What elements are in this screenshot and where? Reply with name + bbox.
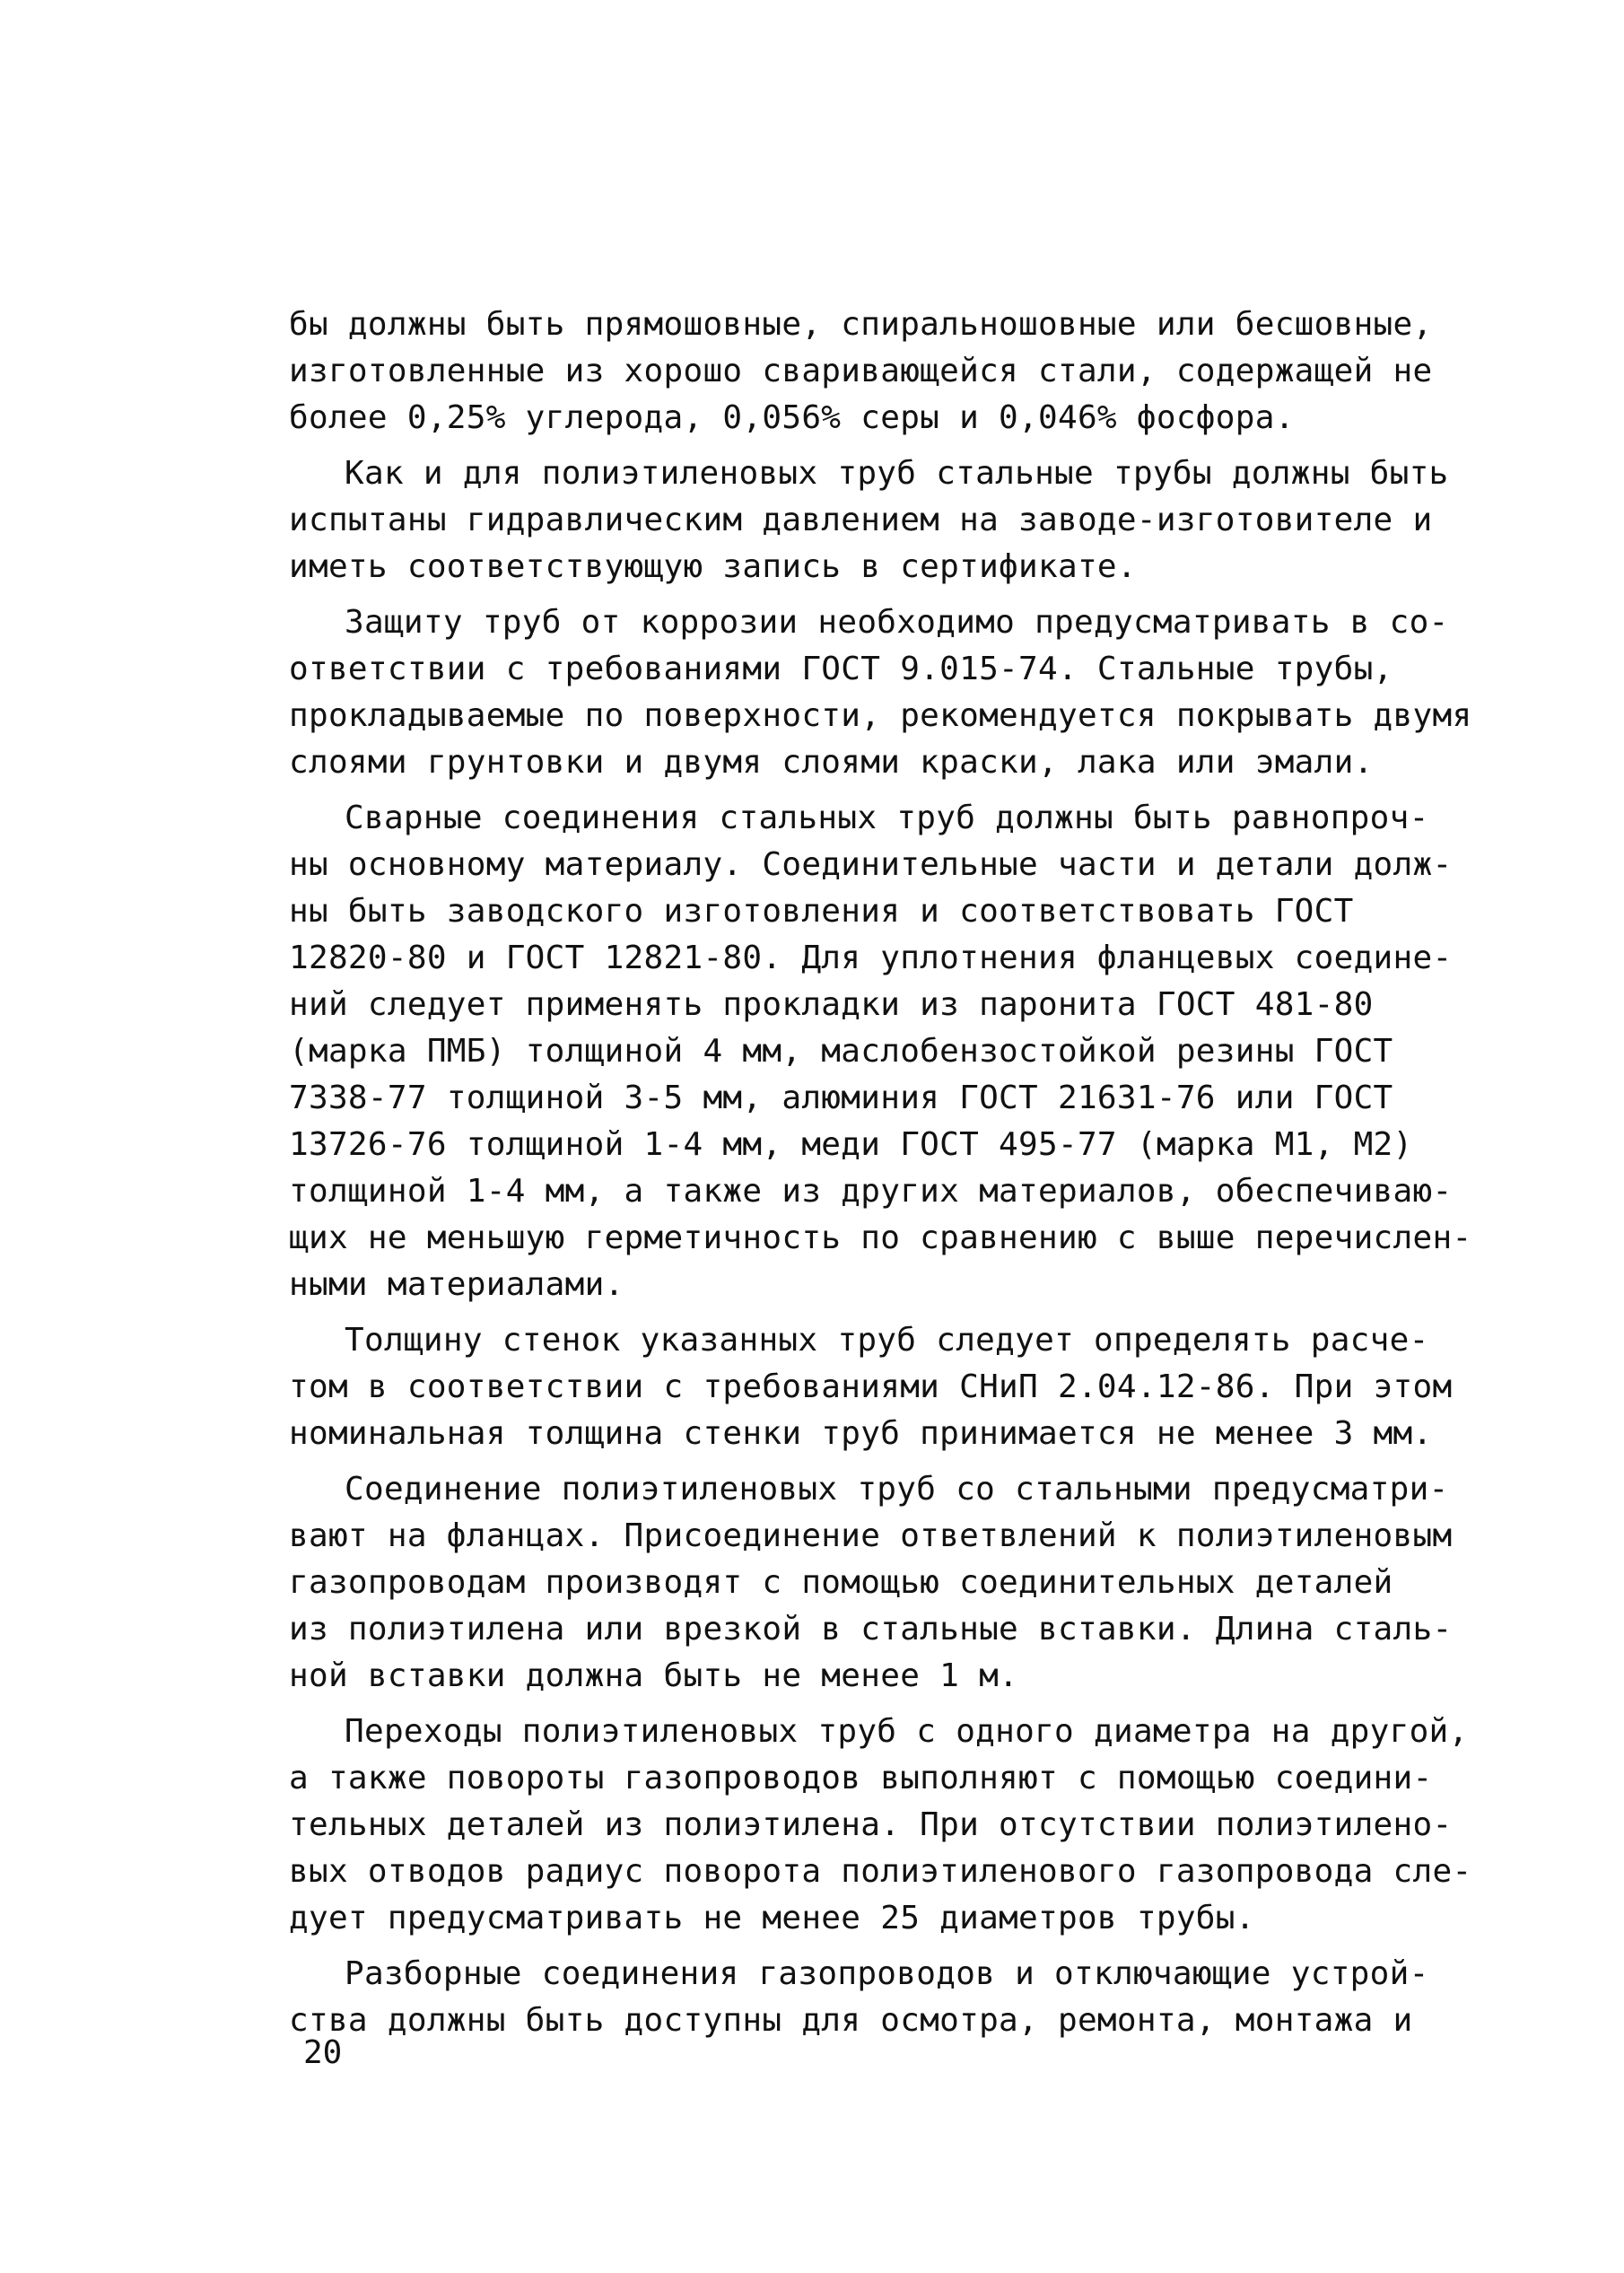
text-line: ний следует применять прокладки из паронита ГОСТ 481-80 (289, 986, 1374, 1023)
text-line: более 0,25% углерода, 0,056% серы и 0,046% фосфора. (289, 399, 1295, 436)
text-line: ства должны быть доступны для осмотра, ремонта, монтажа и (289, 2002, 1413, 2039)
text-line: Разборные соединения газопроводов и отключающие устрой- (345, 1955, 1429, 1992)
text-line: дует предусматривать не менее 25 диаметров трубы. (289, 1900, 1255, 1936)
text-line: ны основному материалу. Соединительные части и детали долж- (289, 846, 1453, 883)
text-line: бы должны быть прямошовные, спиральношовные или бесшовные, (289, 306, 1433, 343)
page-number: 20 (303, 2034, 343, 2071)
text-line: Как и для полиэтиленовых труб стальные трубы должны быть (345, 455, 1449, 492)
paragraph-diameter-transitions (289, 1709, 1472, 1942)
text-line: Переходы полиэтиленовых труб с одного диаметра на другой, (345, 1713, 1469, 1750)
text-line: тельных деталей из полиэтилена. При отсутствии полиэтилено- (289, 1806, 1453, 1843)
text-line: Сварные соединения стальных труб должны быть равнопроч- (345, 800, 1429, 836)
paragraph-welded-joints (289, 795, 1472, 1308)
text-line: ответствии с требованиями ГОСТ 9.015-74. Стальные трубы, (289, 651, 1393, 687)
text-line: (марка ПМБ) толщиной 4 мм, маслобензостойкой резины ГОСТ (289, 1033, 1393, 1070)
paragraph-detachable-joints (289, 1951, 1455, 2044)
text-line: вых отводов радиус поворота полиэтиленового газопровода сле- (289, 1853, 1472, 1890)
text-line: щих не меньшую герметичность по сравнению с выше перечислен- (289, 1220, 1472, 1256)
paragraph-corrosion-protection (289, 599, 1472, 786)
text-line: номинальная толщина стенки труб принимается не менее 3 мм. (289, 1415, 1433, 1452)
text-line: прокладываемые по поверхности, рекомендуется покрывать двумя (289, 697, 1472, 734)
text-line: изготовленные из хорошо сваривающейся стали, содержащей не (289, 353, 1433, 389)
text-line: ной вставки должна быть не менее 1 м. (289, 1657, 1019, 1694)
text-line: а также повороты газопроводов выполняют с помощью соедини- (289, 1760, 1433, 1797)
document-body (289, 302, 1472, 2053)
text-line: том в соответствии с требованиями СНиП 2.04.12-86. При этом (289, 1368, 1453, 1405)
text-line: 7338-77 толщиной 3-5 мм, алюминия ГОСТ 21631-76 или ГОСТ (289, 1080, 1393, 1116)
paragraph-hydraulic-test (289, 450, 1455, 590)
text-line: Толщину стенок указанных труб следует определять расче- (345, 1322, 1429, 1359)
text-line: иметь соответствующую запись в сертификате. (289, 548, 1137, 585)
paragraph-pipe-connections (289, 1466, 1455, 1700)
paragraph-wall-thickness (289, 1317, 1455, 1457)
text-line: испытаны гидравлическим давлением на заводе-изготовителе и (289, 502, 1433, 538)
text-line: газопроводам производят с помощью соединительных деталей (289, 1564, 1393, 1601)
text-line: ны быть заводского изготовления и соответствовать ГОСТ (289, 893, 1354, 930)
text-line: Соединение полиэтиленовых труб со стальными предусматри- (345, 1471, 1449, 1508)
text-line: 12820-80 и ГОСТ 12821-80. Для уплотнения фланцевых соедине- (289, 940, 1453, 976)
text-line: вают на фланцах. Присоединение ответвлений к полиэтиленовым (289, 1517, 1453, 1554)
text-line: Защиту труб от коррозии необходимо предусматривать в со- (345, 604, 1449, 641)
text-line: ными материалами. (289, 1266, 624, 1303)
text-line: 13726-76 толщиной 1-4 мм, меди ГОСТ 495-77 (марка М1, М2) (289, 1126, 1413, 1163)
text-line: толщиной 1-4 мм, а также из других материалов, обеспечиваю- (289, 1173, 1453, 1210)
text-line: из полиэтилена или врезкой в стальные вставки. Длина сталь- (289, 1611, 1453, 1648)
text-line: слоями грунтовки и двумя слоями краски, лака или эмали. (289, 744, 1374, 781)
paragraph-continuation (289, 302, 1455, 441)
